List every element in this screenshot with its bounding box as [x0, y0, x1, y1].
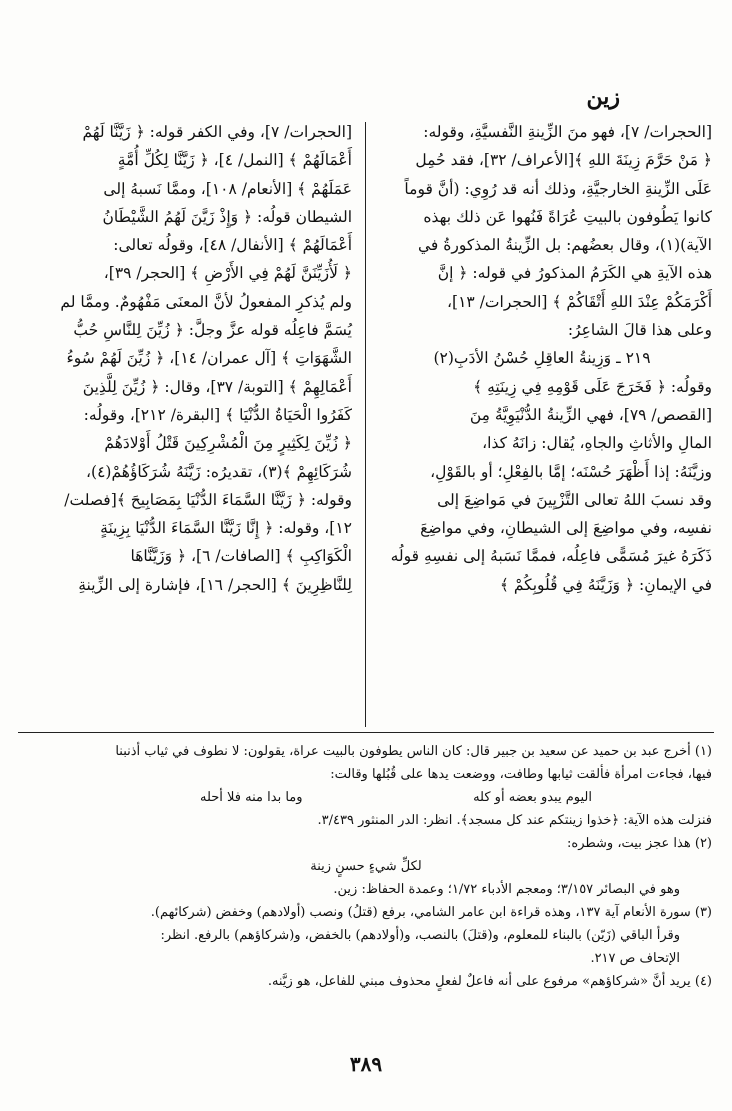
text-line: وزيَّنَهُ: إذا أَظْهَرَ حُسْنَه؛ إمَّا بالفِعْلِ؛ أو بالقَوْلِ، — [430, 462, 712, 481]
page-number: ٣٨٩ — [349, 1052, 383, 1076]
text-line: عَلَى الزِّينةِ الخارجيَّةِ، وذلك أنه قد رُوِي: (أنَّ قوماً — [404, 179, 712, 198]
footnote-1: (١) أخرج عبد بن حميد عن سعيد بن جبير قال: كان الناس يطوفون بالبيت عراة، يقولون: لا نطوف في ثياب أذنبنا — [115, 744, 712, 759]
left-column — [12, 118, 352, 599]
text-line: وعلى هذا قالَ الشاعِرُ: — [567, 321, 712, 340]
footnote-1-cont: فنزلت هذه الآية: ﴿خذوا زينتكم عند كل مسجد﴾. انظر: الدر المنثور ٣/٤٣٩. — [317, 813, 712, 828]
text-line: ﴿ زُيِّنَ لِكَثِيرٍ مِنَ الْمُشْرِكِينَ قَتْلُ أَوْلادَهُمْ — [104, 434, 352, 453]
footnote-2-cont: وهو في البصائر ٣/١٥٧؛ ومعجم الأدباء ١/٧٢؛ وعمدة الحفاظ: زين. — [333, 882, 680, 897]
text-line: الآية)(١)، وقال بعضُهم: بل الزِّينةُ المذكورةُ في — [418, 236, 712, 255]
text-line: وقولُه: ﴿ فَخَرَجَ عَلَى قَوْمِهِ فِي زِينَتِهِ ﴾ — [473, 377, 712, 396]
text-line: الشَّهَوَاتِ ﴾ [آل عمران/ ١٤]، ﴿ زُيِّنَ لَهُمْ سُوءُ — [66, 349, 352, 368]
footnote-1-cont: فيها، فجاءت امرأة فألقت ثيابها وطافت، ووضعت يدها على قُبُلها وقالت: — [330, 767, 712, 782]
text-line: [الحجرات/ ٧]، وفي الكفر قوله: ﴿ زَيَّنَّا لَهُمْ — [82, 123, 352, 141]
footnote-3-cont: وقرأ الباقي (زَيّن) بالبناء للمعلوم، و(قتلَ) بالنصب، و(أولادهم) بالخفض، و(شركاؤهم) بالرفع. انظر: — [160, 928, 680, 943]
poem-hemistich: اليوم يبدو بعضه أو كله — [473, 790, 592, 805]
text-line: ﴿ لَأُزَيِّنَنَّ لَهُمْ فِي الأَرْضِ ﴾ [الحجر/ ٣٩]، — [103, 264, 352, 283]
text-line: [القصص/ ٧٩]، فهي الزِّينةُ الدُّنْيَوِيَّةُ مِنَ — [469, 405, 712, 424]
text-line: يُسَمَّ فاعِلُه قوله عزَّ وجلَّ: ﴿ زُيِّنَ لِلنَّاسِ حُبُّ — [73, 321, 352, 340]
footnotes — [20, 740, 712, 993]
text-line: ولم يُذكرِ المفعولُ لأنَّ المعنَى مَفْهُومٌ. وممَّا لم — [60, 292, 352, 311]
verse-line: ٢١٩ ـ وَزِينةُ العاقِلِ حُسْنُ الأدَبِ(٢) — [433, 349, 651, 368]
text-line: أَكْرَمَكُمْ عِنْدَ اللهِ أَتْقَاكُمْ ﴾ [الحجرات/ ١٣]، — [447, 292, 712, 311]
text-line: ﴿ مَنْ حَرَّمَ زِينَةَ اللهِ ﴾[الأعراف/ ٣٢]، فقد حُمِل — [415, 151, 712, 170]
text-line: ذَكَرَهُ غيرَ مُسَمًّى فاعِلُه، فممَّا نَسَبهُ إلى نفسِهِ قولُه — [390, 547, 712, 566]
right-column — [372, 118, 712, 599]
text-line: وقوله: ﴿ زَيَّنَّا السَّمَاءَ الدُّنْيَا بِمَصَابِيحَ ﴾[فصلت/ — [64, 490, 352, 509]
text-line: وقد نسبَ اللهُ تعالى التَّزْيِينَ في مَواضِعَ إلى — [437, 490, 712, 509]
text-line: أَعْمَالَهُمْ ﴾ [النمل/ ٤]، ﴿ زَيَّنَّا لِكُلِّ أُمَّةٍ — [117, 151, 352, 170]
text-line: المالِ والأثاثِ والجاهِ، يُقال: زانَهُ كذا، — [482, 434, 712, 453]
footnote-1-poem — [20, 786, 712, 809]
text-line: هذه الآيةِ هي الكَرَمُ المذكورُ في قوله: ﴿ إنَّ — [437, 264, 712, 283]
text-line: الشيطان قولُه: ﴿ وَإِذْ زَيَّنَ لَهُمُ الشَّيْطَانُ — [102, 207, 352, 226]
text-line: كانوا يَطُوفون بالبيتِ عُرَاةً فَنُهوا عَن ذلك بهذه — [423, 207, 712, 226]
page-header-title: زين — [586, 84, 620, 110]
text-line: [الحجرات/ ٧]، فهو منَ الزِّينةِ النَّفسيَّةِ، وقوله: — [423, 123, 712, 141]
text-line: في الإيمانِ: ﴿ وَزَيَّنَهُ فِي قُلُوبِكُمْ ﴾ — [499, 575, 712, 594]
text-line: ١٢]، وقوله: ﴿ إِنَّا زَيَّنَّا السَّمَاءَ الدُّنْيَا بِزِينَةٍ — [100, 519, 352, 538]
text-line: نفسِه، وفي مواضِعَ إلى الشيطانِ، وفي مواضِعَ — [420, 519, 712, 538]
footnote-2-verse: لكلِّ شيءٍ حسنٍ زينة — [310, 859, 422, 874]
footnote-4: (٤) يريد أنَّ «شركاؤهم» مرفوع على أنه فاعلٌ لفعلٍ محذوف مبني للفاعل، هو زيَّنه. — [267, 974, 712, 989]
footnote-2: (٢) هذا عجز بيت، وشطره: — [567, 836, 712, 851]
text-line: عَمَلَهُمْ ﴾ [الأنعام/ ١٠٨]، وممَّا نَسبهُ إلى — [103, 179, 352, 198]
text-line: أَعْمَالِهِمْ ﴾ [التوبة/ ٣٧]، وقال: ﴿ زُيِّنَ لِلَّذِينَ — [82, 377, 352, 396]
poem-hemistich: وما بدا منه فلا أحله — [200, 790, 303, 805]
text-line: لِلنَّاظِرِينَ ﴾ [الحجر/ ١٦]، فإشارة إلى الزِّينةِ — [78, 575, 352, 594]
footnote-3-cont: الإتحاف ص ٢١٧. — [590, 951, 680, 966]
footnote-3: (٣) سورة الأنعام آية ١٣٧، وهذه قراءة ابن عامر الشامي، برفع (قتلُ) ونصب (أولادهم) وخفض (شركائهم). — [150, 905, 712, 920]
column-divider — [365, 122, 366, 727]
text-line: أَعْمَالَهُمْ ﴾ [الأنفال/ ٤٨]، وقولُه تعالى: — [113, 236, 352, 255]
text-line: شُرَكَائِهِمْ ﴾(٣)، تقديرُه: زَيَّنَهُ شُرَكَاؤُهُمْ(٤)، — [86, 462, 352, 481]
text-line: الْكَوَاكِبِ ﴾ [الصافات/ ٦]، ﴿ وَزَيَّنَّاهَا — [130, 547, 352, 566]
footnote-separator — [18, 732, 714, 733]
text-line: كَفَرُوا الْحَيَاةُ الدُّنْيَا ﴾ [البقرة/ ٢١٢]، وقولُه: — [83, 405, 352, 424]
